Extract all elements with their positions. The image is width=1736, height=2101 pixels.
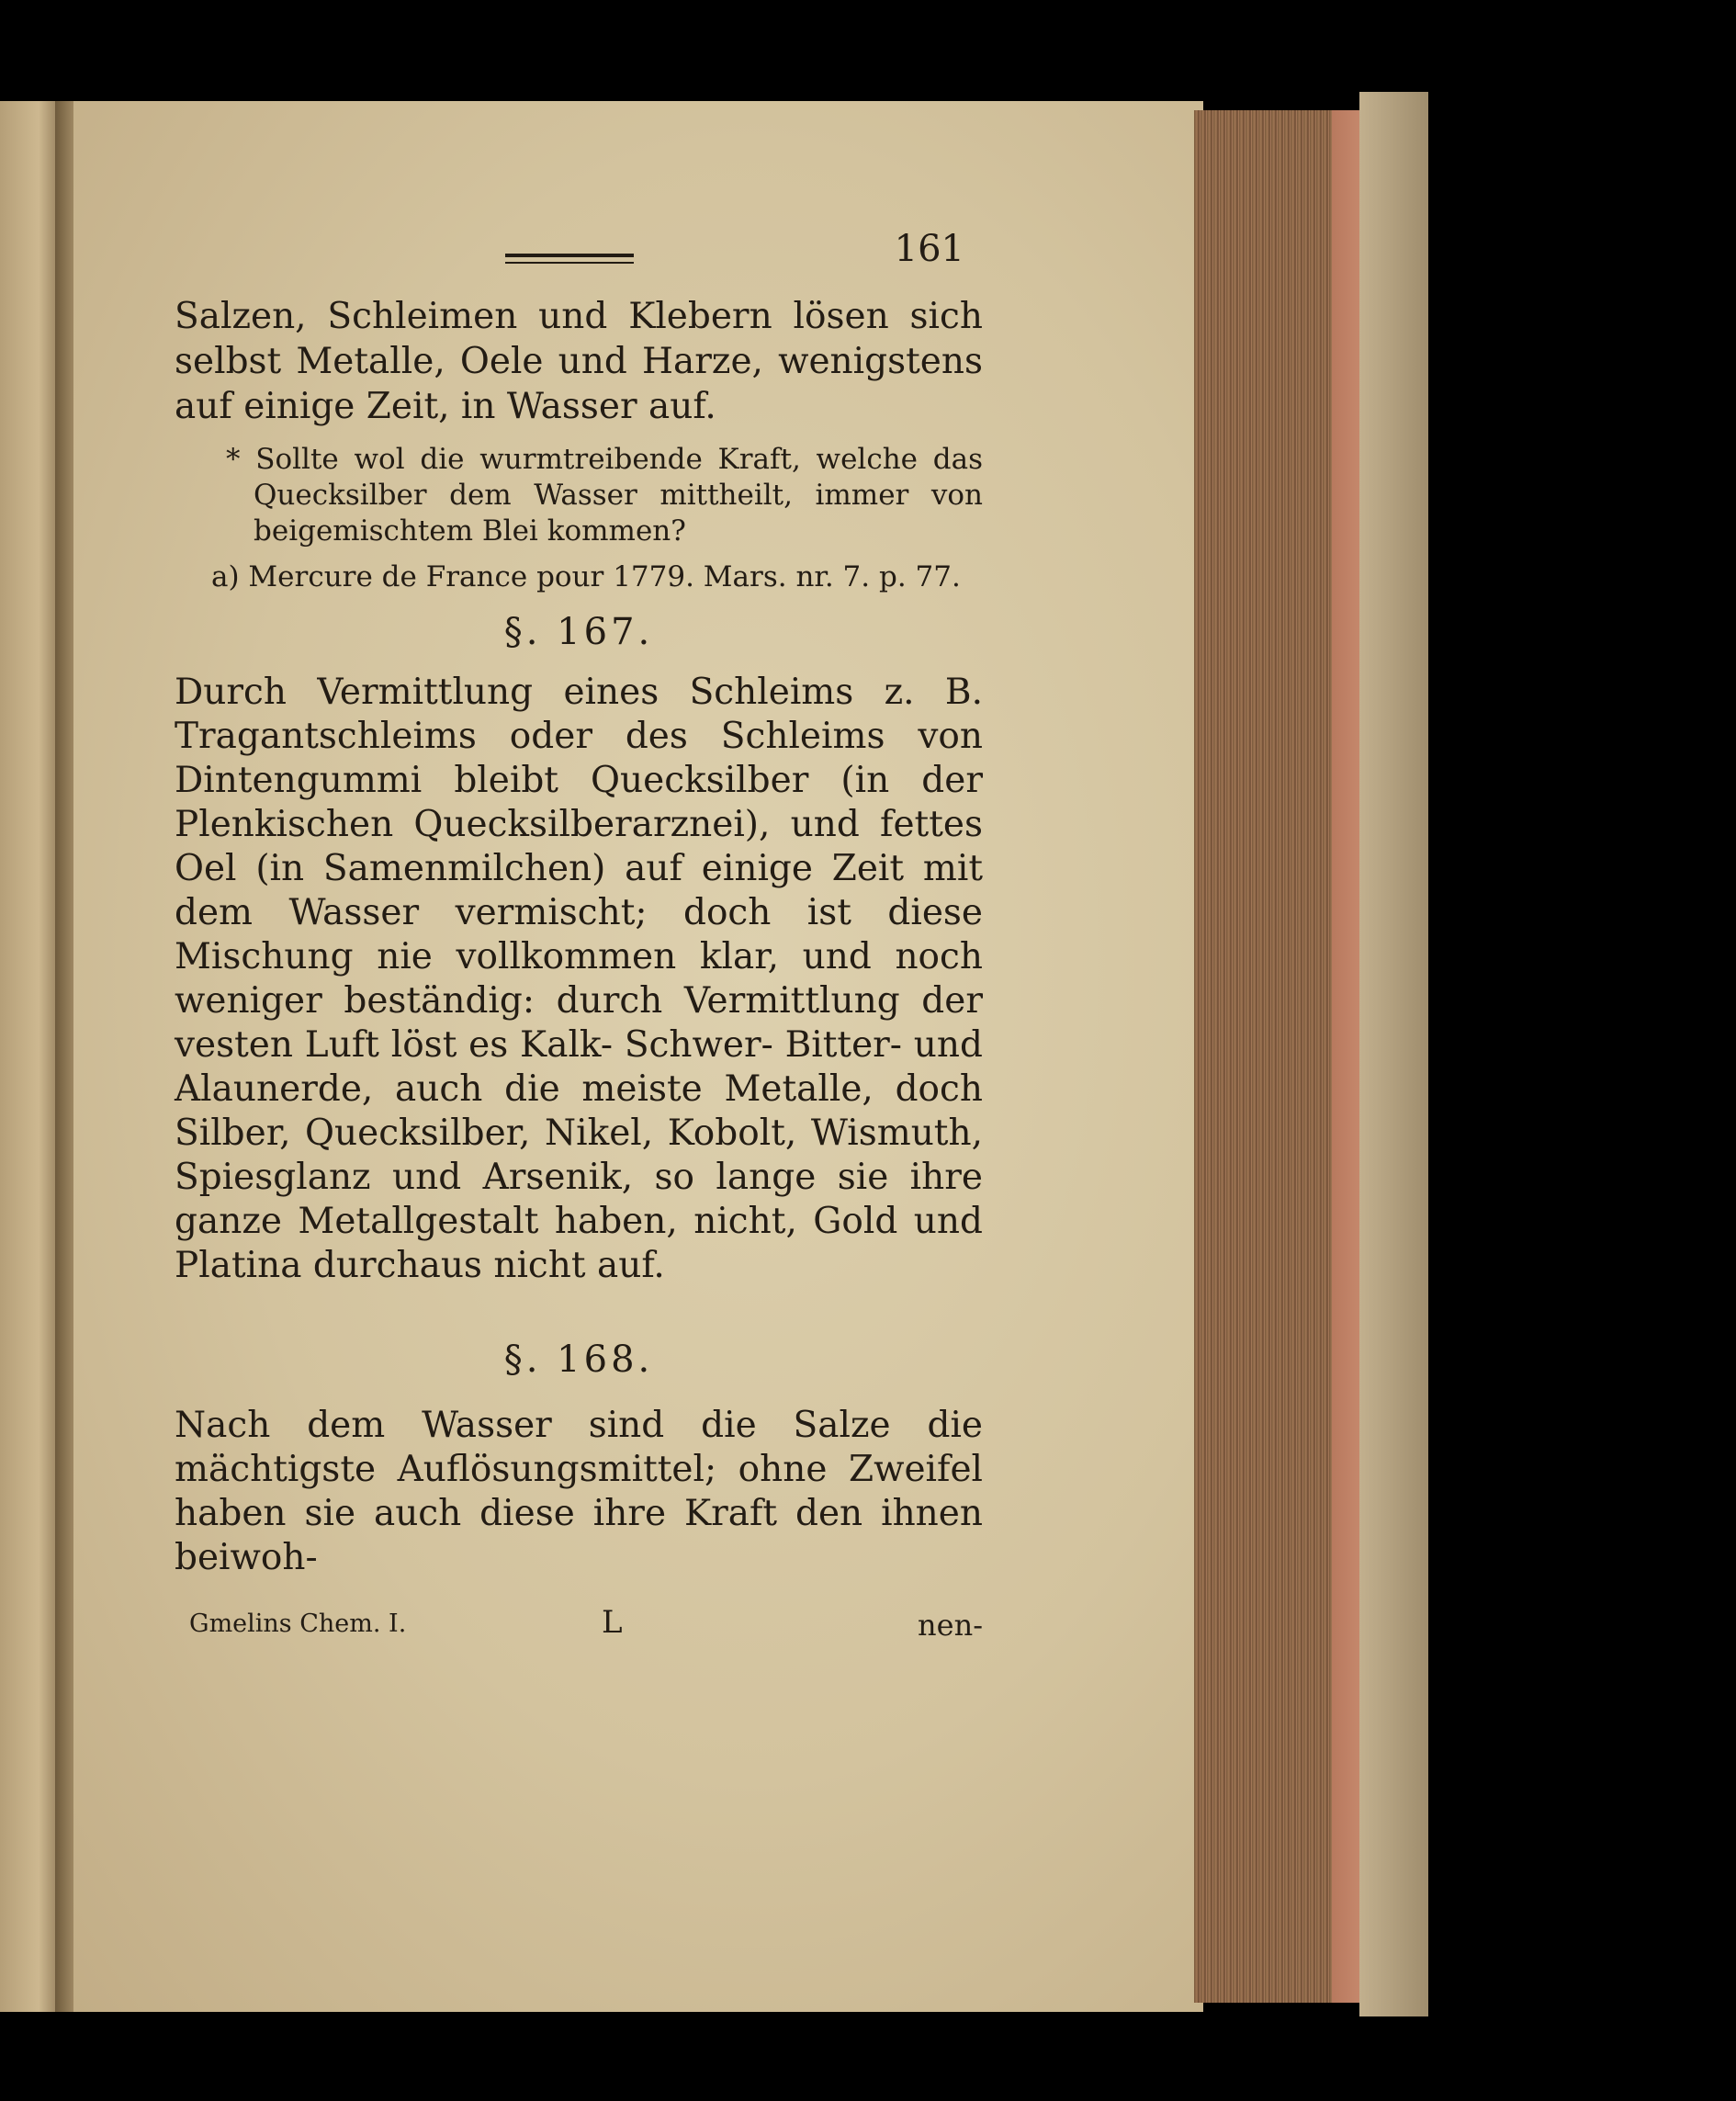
section-heading-168: §. 168. [503,1339,654,1381]
page-footer [175,1604,983,1650]
paragraph-continuation: Salzen, Schleimen und Klebern lösen sich selbst Metalle, Oele und Harze, wenigstens auf einige Zeit, in Wasser auf. [175,296,983,427]
book-cover-edge [1359,92,1428,2016]
section-167-text: Durch Vermittlung eines Schleims z. B. Tragantschleims oder des Schleims von Dintengummi bleibt Quecksilber (in der Plenkischen Quecksilberarznei), und fettes Oel (in Samenmilchen) auf einige Zeit mit dem Wasser vermischt; doch ist diese Mischung nie vollkommen klar, und noch weniger beständig: durch Vermittlung der vesten Luft löst es Kalk- Schwer- Bitter- und Alaunerde, auch die meiste Metalle, doch Silber, Quecksilber, Nikel, Kobolt, Wismuth, Spiesglanz und Arsenik, so lange sie ihre ganze Metallgestalt haben, nicht, Gold und Platina durchaus nicht auf. [175,672,983,1286]
section-168-text: Nach dem Wasser sind die Salze die mächtigste Auflösungsmittel; ohne Zweifel haben sie auch diese ihre Kraft den ihnen beiwoh- [175,1405,983,1578]
page-number: 161 [894,228,964,270]
header-rule [505,254,634,264]
page-block-edges [1194,110,1369,2003]
section-heading-167: §. 167. [503,611,654,653]
reference-note: a) Mercure de France pour 1779. Mars. nr. 7. p. 77. [211,560,961,593]
catchword: nen- [918,1608,983,1643]
running-header [175,220,983,294]
page-text [175,220,983,1650]
printer-signature: Gmelins Chem. I. [189,1610,407,1638]
signature-mark: L [602,1604,623,1641]
footnote: * Sollte wol die wurmtreibende Kraft, welche das Quecksilber dem Wasser mittheilt, immer von beigemischtem Blei kommen? [226,443,983,548]
